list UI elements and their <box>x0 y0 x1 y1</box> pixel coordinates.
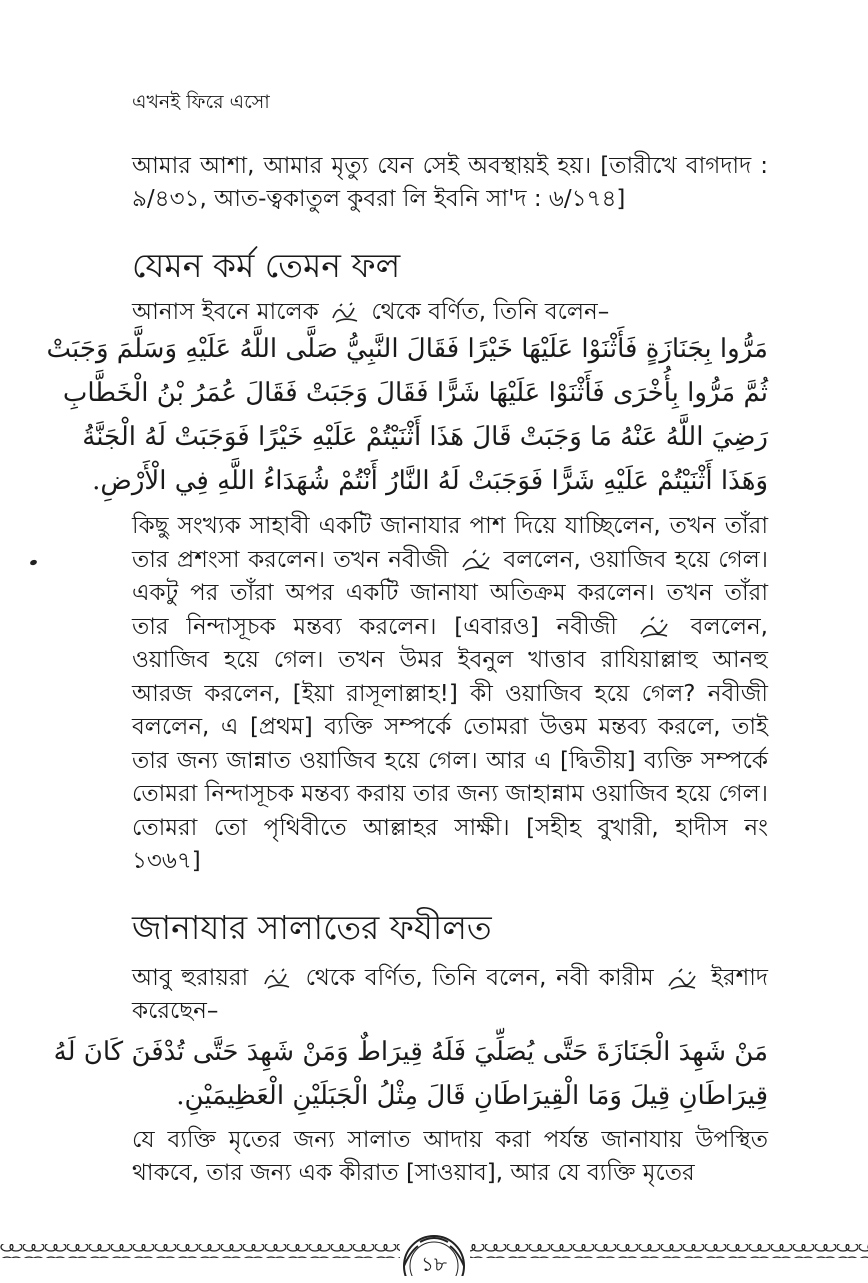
section-heading-1: যেমন কর্ম তেমন ফল <box>132 246 401 285</box>
radiyallahu-icon <box>330 300 360 326</box>
narration-text: থেকে বর্ণিত, তিনি বলেন, নবী কারীম <box>305 965 654 991</box>
arabic-line: وَهَذَا أَثْنَيْتُمْ عَلَيْهِ شَرًّا فَوَجَبَتْ لَهُ النَّارُ أَنْتُمْ شُهَدَاءُ اللَّهِ فِي الْأَرْضِ. <box>92 466 768 496</box>
arabic-line: مَنْ شَهِدَ الْجَنَازَةَ حَتَّى يُصَلِّيَ فَلَهُ قِيرَاطٌ وَمَنْ شَهِدَ حَتَّى تُدْفَنَ كَانَ لَهُ <box>53 1037 768 1067</box>
section-heading-2: জানাযার সালাতের ফযীলত <box>132 908 492 947</box>
translation-paragraph-1 <box>132 510 768 879</box>
running-header: এখনই ফিরে এসো <box>132 91 270 113</box>
arabic-line: مَرُّوا بِجَنَازَةٍ فَأَثْنَوْا عَلَيْهَا خَيْرًا فَقَالَ النَّبِيُّ صَلَّى اللَّهُ عَلَيْهِ وَسَلَّمَ وَجَبَتْ <box>46 334 768 364</box>
salawat-icon <box>461 547 491 573</box>
radiyallahu-icon <box>262 966 292 992</box>
arabic-line: ثُمَّ مَرُّوا بِأُخْرَى فَأَثْنَوْا عَلَيْهَا شَرًّا فَقَالَ وَجَبَتْ فَقَالَ عُمَرُ بْنُ الْخَطَّابِ <box>62 378 768 408</box>
narrator-name: আনাস ইবনে মালেক <box>132 299 319 325</box>
arabic-hadith-1 <box>46 327 768 503</box>
translation-text: বললেন, ওয়াজিব হয়ে গেল। একটু পর তাঁরা অপর একটি জানাযা অতিক্রম করলেন। তখন তাঁরা তার নিন্দাসূচক মন্তব্য করলেন। [এবারও] নবীজী <box>132 546 769 640</box>
salawat-icon <box>667 966 697 992</box>
page-number: ১৮ <box>421 1252 447 1276</box>
salawat-icon <box>639 614 669 640</box>
narrator-name: আবু হুরায়রা <box>132 965 249 991</box>
narration-line-1 <box>132 296 768 329</box>
arabic-hadith-2 <box>53 1030 768 1118</box>
intro-paragraph: আমার আশা, আমার মৃত্যু যেন সেই অবস্থায়ই হয়। [তারীখে বাগদাদ : ৯/৪৩১, আত-ত্বকাতুল কুবরা লি ইবনি সা'দ : ৬/১৭৪] <box>132 153 768 212</box>
narration-text: ইরশাদ করেছেন– <box>132 965 769 1024</box>
arabic-line: رَضِيَ اللَّهُ عَنْهُ مَا وَجَبَتْ قَالَ هَذَا أَثْنَيْتُمْ عَلَيْهِ خَيْرًا فَوَجَبَتْ لَهُ الْجَنَّةُ <box>82 422 768 452</box>
narration-line-2 <box>132 962 768 1028</box>
narration-text: থেকে বর্ণিত, তিনি বলেন– <box>371 299 610 325</box>
arabic-line: قِيرَاطَانِ قِيلَ وَمَا الْقِيرَاطَانِ قَالَ مِثْلُ الْجَبَلَيْنِ الْعَظِيمَيْنِ. <box>176 1081 768 1111</box>
ink-speck <box>29 559 37 566</box>
translation-paragraph-2: যে ব্যক্তি মৃতের জন্য সালাত আদায় করা পর্যন্ত জানাযায় উপস্থিত থাকবে, তার জন্য এক কীরাত [সাওয়াব], আর যে ব্যক্তি মৃতের <box>132 1127 768 1186</box>
translation-text: কিছু সংখ্যক সাহাবী একটি জানাযার পাশ দিয়ে যাচ্ছিলেন, তখন তাঁরা তার প্রশংসা করলেন। তখন নবীজী <box>132 513 768 573</box>
translation-text: বললেন, ওয়াজিব হয়ে গেল। তখন উমর ইবনুল খাত্তাব রাযিয়াল্লাহু আনহু আরজ করলেন, [ইয়া রাসূলাল্লাহ!] কী ওয়াজিব হয়ে গেল? নবীজী বললেন, এ [প্রথম] ব্যক্তি সম্পর্কে তোমরা উত্তম মন্তব্য করলে, তাই তার জন্য জান্নাত ওয়াজিব হয়ে গেল। আর এ [দ্বিতীয়] ব্যক্তি সম্পর্কে তোমরা নিন্দাসূচক মন্তব্য করায় তার জন্য জাহান্নাম ওয়াজিব হয়ে গেল। তোমরা তো পৃথিবীতে আল্লাহর সাক্ষী। [সহীহ বুখারী, হাদীস নং ১৩৬৭] <box>132 613 768 874</box>
